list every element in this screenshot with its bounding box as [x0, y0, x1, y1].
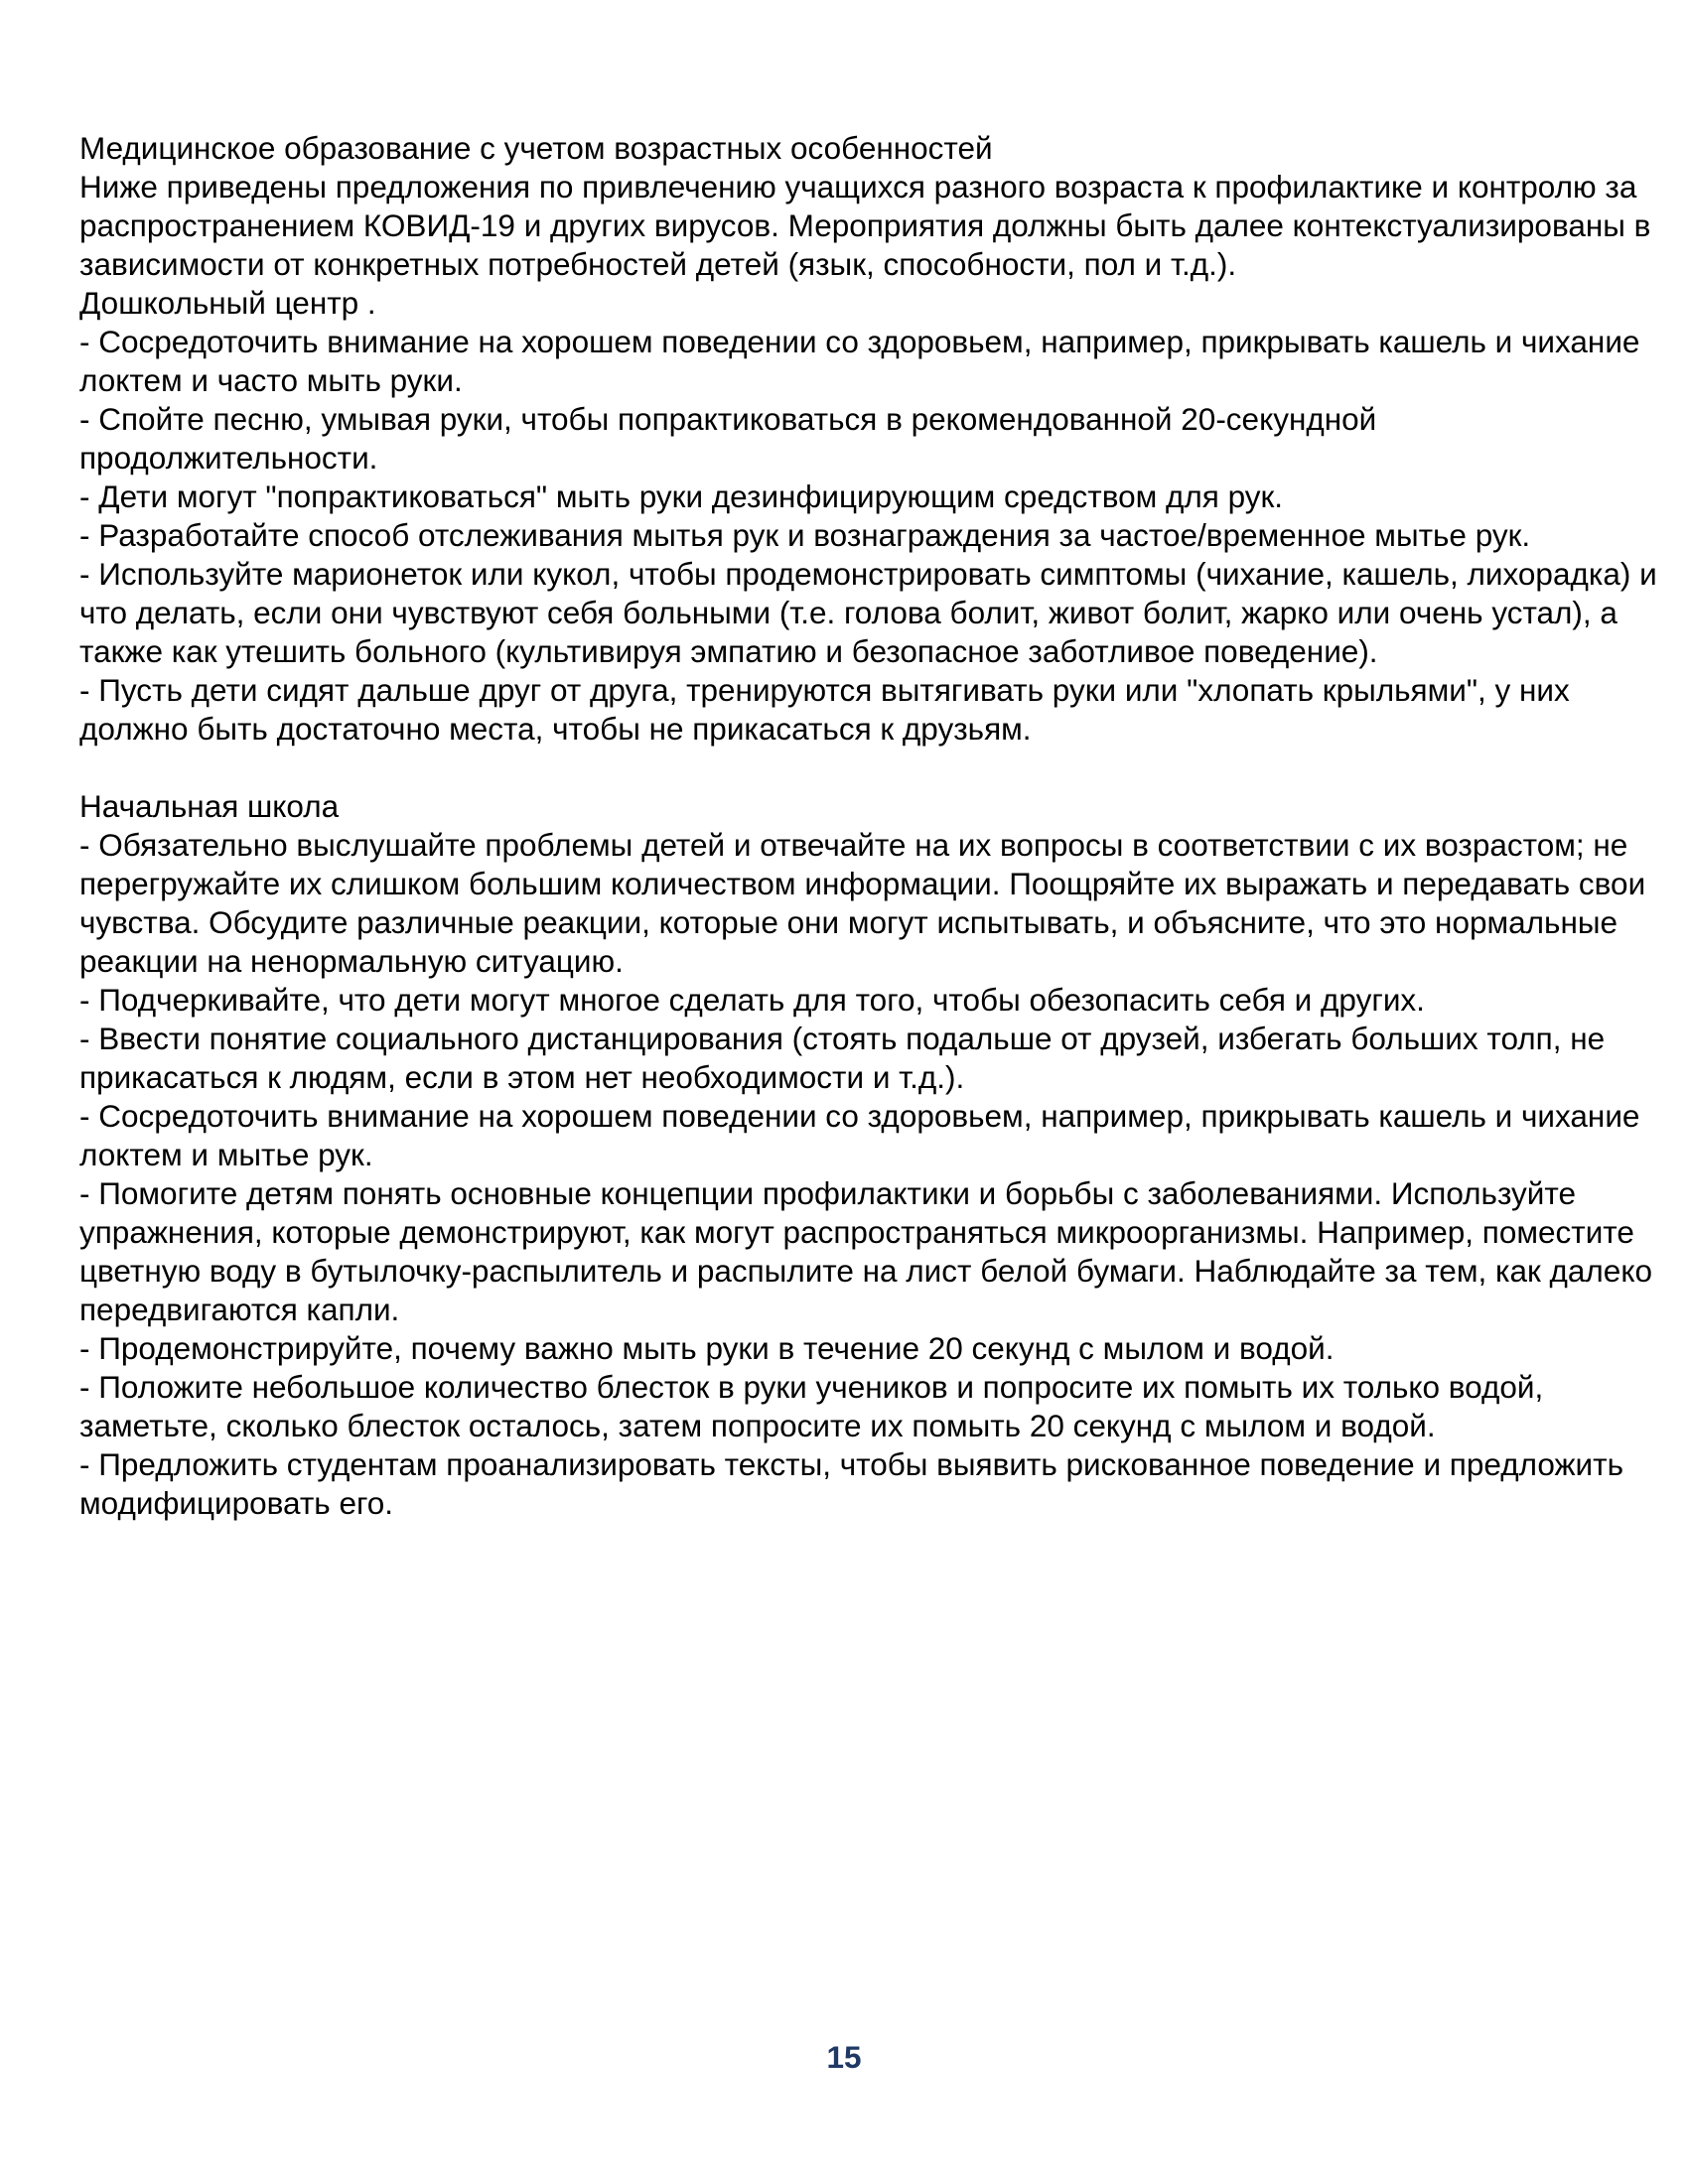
list-item: - Сосредоточить внимание на хорошем поведении со здоровьем, например, прикрывать кашель и чихание локтем и часто мыть руки. — [79, 324, 1640, 398]
section-items-preschool — [79, 323, 1658, 749]
list-item: - Ввести понятие социального дистанцирования (стоять подальше от друзей, избегать больших толп, не прикасаться к людям, если в этом нет необходимости и т.д.). — [79, 1021, 1606, 1095]
section-items-elementary — [79, 826, 1658, 1523]
page-title: Медицинское образование с учетом возрастных особенностей — [79, 130, 993, 166]
list-item: - Пусть дети сидят дальше друг от друга, тренируются вытягивать руки или "хлопать крыльями", у них должно быть достаточно места, чтобы не прикасаться к друзьям. — [79, 672, 1570, 747]
list-item: - Положите небольшое количество блесток в руки учеников и попросите их помыть их только водой, заметьте, сколько блесток осталось, затем попросите их помыть 20 секунд с мылом и водой. — [79, 1369, 1544, 1443]
list-item: - Спойте песню, умывая руки, чтобы попрактиковаться в рекомендованной 20-секундной продолжительности. — [79, 401, 1377, 476]
section-preschool — [79, 284, 1658, 749]
list-item: - Разработайте способ отслеживания мытья рук и вознаграждения за частое/временное мытье рук. — [79, 517, 1531, 553]
intro-paragraph: Ниже приведены предложения по привлечению учащихся разного возраста к профилактике и контролю за распространением КОВИД-19 и других вирусов. Мероприятия должны быть далее контекстуализированы в зависимости от конкретных потребностей детей (язык, способности, пол и т.д.). — [79, 169, 1651, 282]
page-number: 15 — [826, 2039, 862, 2075]
list-item: - Продемонстрируйте, почему важно мыть руки в течение 20 секунд с мылом и водой. — [79, 1330, 1335, 1366]
section-elementary — [79, 787, 1658, 1523]
list-item: - Обязательно выслушайте проблемы детей и отвечайте на их вопросы в соответствии с их возрастом; не перегружайте их слишком большим количеством информации. Поощряйте их выражать и передавать свои чувства. Обсудите различные реакции, которые они могут испытывать, и объясните, что это нормальные реакции на ненормальную ситуацию. — [79, 827, 1646, 979]
list-item: - Используйте марионеток или кукол, чтобы продемонстрировать симптомы (чихание, кашель, лихорадка) и что делать, если они чувствуют себя больными (т.е. голова болит, живот болит, жарко или очень устал), а также как утешить больного (культивируя эмпатию и безопасное заботливое поведение). — [79, 556, 1657, 669]
list-item: - Предложить студентам проанализировать тексты, чтобы выявить рискованное поведение и предложить модифицировать его. — [79, 1446, 1623, 1521]
section-heading-elementary: Начальная школа — [79, 788, 340, 824]
list-item: - Подчеркивайте, что дети могут многое сделать для того, чтобы обезопасить себя и других. — [79, 982, 1425, 1018]
list-item: - Дети могут "попрактиковаться" мыть руки дезинфицирующим средством для рук. — [79, 478, 1284, 514]
list-item: - Сосредоточить внимание на хорошем поведении со здоровьем, например, прикрывать кашель и чихание локтем и мытье рук. — [79, 1098, 1640, 1172]
section-heading-preschool: Дошкольный центр . — [79, 285, 376, 321]
list-item: - Помогите детям понять основные концепции профилактики и борьбы с заболеваниями. Используйте упражнения, которые демонстрируют, как могут распространяться микроорганизмы. Например, поместите цветную воду в бутылочку-распылитель и распылите на лист белой бумаги. Наблюдайте за тем, как далеко передвигаются капли. — [79, 1175, 1652, 1327]
